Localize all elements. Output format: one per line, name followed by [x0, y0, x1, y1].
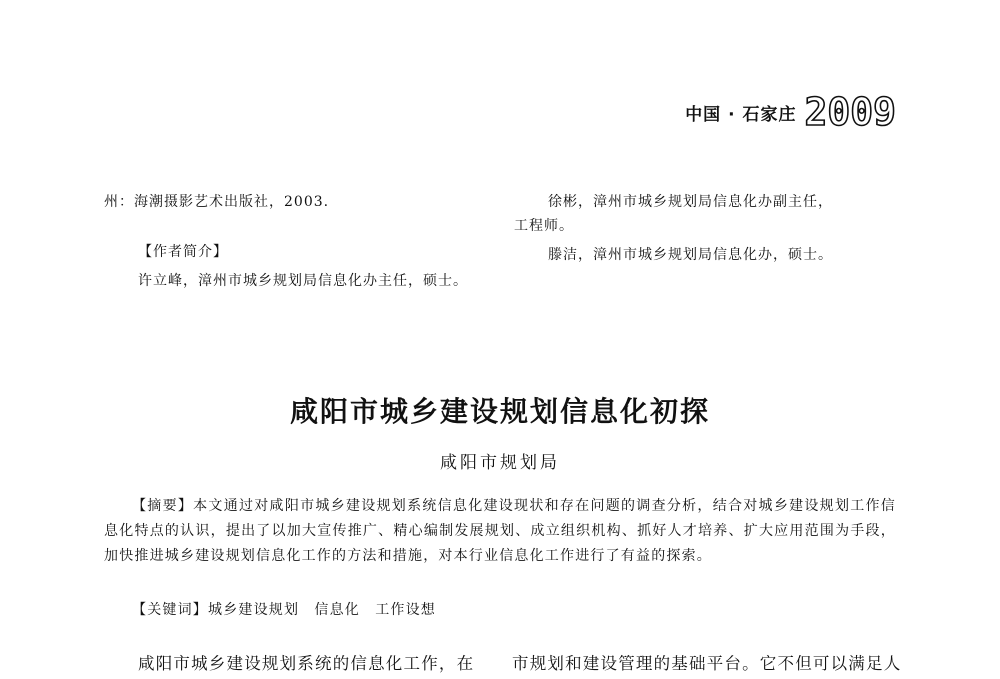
header-year: 2009 [804, 90, 896, 134]
article-organization: 咸阳市规划局 [440, 453, 560, 473]
body-right-column: 市规划和建设管理的基础平台。它不但可以满足人 [512, 654, 902, 673]
article-title: 咸阳市城乡建设规划信息化初探 [289, 395, 710, 428]
author-bio-2-cont: 工程师。 [514, 218, 574, 234]
bio-heading: 【作者简介】 [138, 244, 228, 260]
header-location: 中国 · 石家庄 [685, 104, 797, 125]
abstract: 【摘要】本文通过对咸阳市城乡建设规划系统信息化建设现状和存在问题的调查分析，结合对城乡建设规划工作信息化特点的认识，提出了以加大宣传推广、精心编制发展规划、成立组织机构、抓好人才培养、扩大应用范围为手段，加快推进城乡建设规划信息化工作的方法和措施，对本行业信息化工作进行了有益的探索。 [104, 498, 896, 564]
keywords: 【关键词】城乡建设规划 信息化 工作设想 [132, 602, 436, 618]
author-bio-2: 徐彬，漳州市城乡规划局信息化办副主任， [548, 194, 833, 210]
conference-header [685, 90, 896, 134]
reference-tail: 州：海潮摄影艺术出版社，2003. [104, 194, 330, 210]
author-bio-3: 滕洁，漳州市城乡规划局信息化办，硕士。 [548, 247, 833, 263]
author-bio-1: 许立峰，漳州市城乡规划局信息化办主任，硕士。 [138, 273, 468, 289]
body-left-column: 咸阳市城乡建设规划系统的信息化工作，在 [138, 654, 475, 673]
